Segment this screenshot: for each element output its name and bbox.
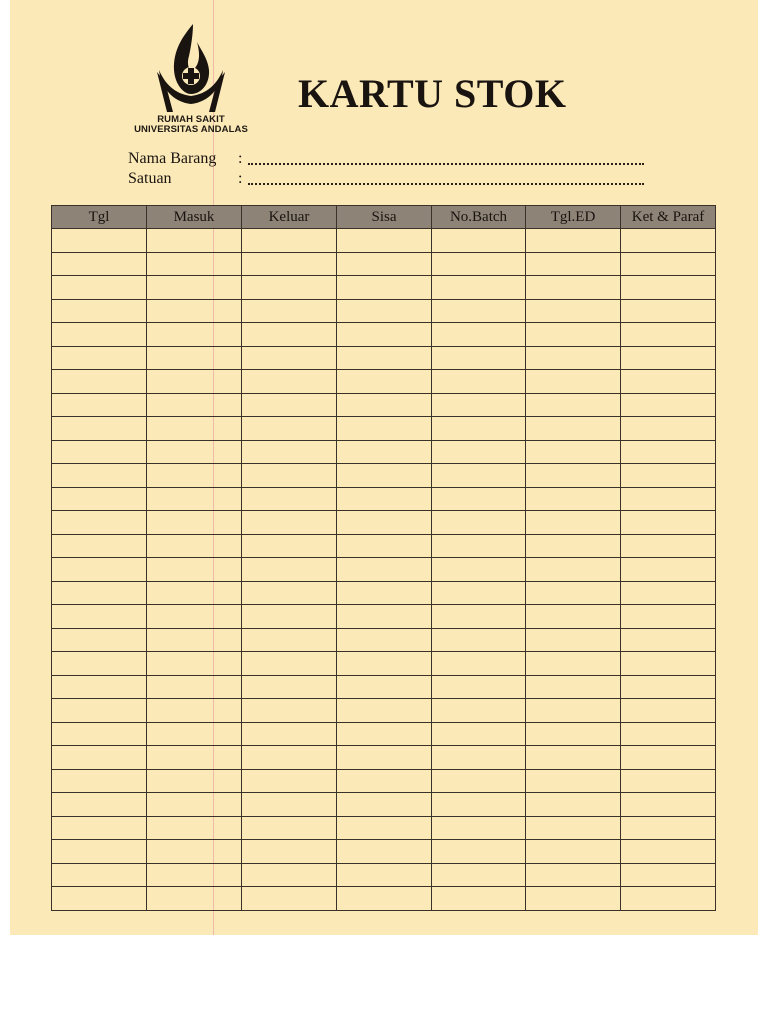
table-cell[interactable] bbox=[52, 581, 147, 605]
table-cell[interactable] bbox=[52, 628, 147, 652]
table-cell[interactable] bbox=[337, 440, 432, 464]
table-cell[interactable] bbox=[242, 534, 337, 558]
table-cell[interactable] bbox=[52, 863, 147, 887]
table-cell[interactable] bbox=[621, 487, 716, 511]
table-cell[interactable] bbox=[147, 440, 242, 464]
table-cell[interactable] bbox=[621, 840, 716, 864]
stock-table bbox=[51, 205, 716, 911]
column-header-masuk: Masuk bbox=[147, 206, 242, 229]
table-cell[interactable] bbox=[526, 746, 621, 770]
table-cell[interactable] bbox=[432, 417, 526, 441]
table-row bbox=[52, 675, 716, 699]
table-cell[interactable] bbox=[242, 816, 337, 840]
table-cell[interactable] bbox=[52, 393, 147, 417]
table-cell[interactable] bbox=[337, 863, 432, 887]
table-cell[interactable] bbox=[337, 534, 432, 558]
table-cell[interactable] bbox=[621, 440, 716, 464]
table-cell[interactable] bbox=[337, 581, 432, 605]
table-cell[interactable] bbox=[242, 464, 337, 488]
table-row bbox=[52, 793, 716, 817]
table-cell[interactable] bbox=[147, 840, 242, 864]
table-cell[interactable] bbox=[147, 276, 242, 300]
table-cell[interactable] bbox=[526, 675, 621, 699]
table-cell[interactable] bbox=[52, 276, 147, 300]
table-cell[interactable] bbox=[432, 769, 526, 793]
table-row bbox=[52, 769, 716, 793]
table-cell[interactable] bbox=[147, 699, 242, 723]
table-cell[interactable] bbox=[147, 252, 242, 276]
table-cell[interactable] bbox=[242, 440, 337, 464]
table-cell[interactable] bbox=[147, 675, 242, 699]
table-cell[interactable] bbox=[242, 746, 337, 770]
table-cell[interactable] bbox=[337, 464, 432, 488]
table-cell[interactable] bbox=[432, 887, 526, 911]
table-cell[interactable] bbox=[52, 534, 147, 558]
table-cell[interactable] bbox=[526, 299, 621, 323]
table-cell[interactable] bbox=[621, 558, 716, 582]
table-cell[interactable] bbox=[432, 229, 526, 253]
table-cell[interactable] bbox=[147, 558, 242, 582]
table-cell[interactable] bbox=[432, 511, 526, 535]
table-cell[interactable] bbox=[337, 816, 432, 840]
table-row bbox=[52, 840, 716, 864]
column-header-tgl-ed: Tgl.ED bbox=[526, 206, 621, 229]
table-cell[interactable] bbox=[52, 346, 147, 370]
table-cell[interactable] bbox=[242, 276, 337, 300]
table-cell[interactable] bbox=[337, 675, 432, 699]
table-row bbox=[52, 276, 716, 300]
table-row bbox=[52, 487, 716, 511]
table-cell[interactable] bbox=[242, 769, 337, 793]
table-cell[interactable] bbox=[432, 816, 526, 840]
table-cell[interactable] bbox=[621, 863, 716, 887]
table-cell[interactable] bbox=[242, 840, 337, 864]
table-cell[interactable] bbox=[147, 863, 242, 887]
table-cell[interactable] bbox=[337, 323, 432, 347]
table-row bbox=[52, 370, 716, 394]
table-cell[interactable] bbox=[242, 722, 337, 746]
table-cell[interactable] bbox=[526, 816, 621, 840]
table-cell[interactable] bbox=[432, 652, 526, 676]
table-cell[interactable] bbox=[147, 323, 242, 347]
table-cell[interactable] bbox=[337, 628, 432, 652]
stock-card-page bbox=[10, 0, 758, 935]
table-cell[interactable] bbox=[147, 370, 242, 394]
column-header-ket-paraf: Ket & Paraf bbox=[621, 206, 716, 229]
table-cell[interactable] bbox=[242, 887, 337, 911]
table-cell[interactable] bbox=[432, 675, 526, 699]
table-cell[interactable] bbox=[621, 722, 716, 746]
table-cell[interactable] bbox=[621, 252, 716, 276]
table-cell[interactable] bbox=[147, 605, 242, 629]
table-cell[interactable] bbox=[621, 581, 716, 605]
table-cell[interactable] bbox=[621, 464, 716, 488]
table-cell[interactable] bbox=[242, 652, 337, 676]
table-row bbox=[52, 252, 716, 276]
table-cell[interactable] bbox=[526, 511, 621, 535]
table-cell[interactable] bbox=[52, 793, 147, 817]
table-cell[interactable] bbox=[52, 323, 147, 347]
table-cell[interactable] bbox=[242, 323, 337, 347]
table-cell[interactable] bbox=[147, 464, 242, 488]
table-cell[interactable] bbox=[337, 605, 432, 629]
table-cell[interactable] bbox=[242, 675, 337, 699]
table-cell[interactable] bbox=[337, 558, 432, 582]
table-cell[interactable] bbox=[147, 628, 242, 652]
table-row bbox=[52, 863, 716, 887]
table-cell[interactable] bbox=[337, 887, 432, 911]
table-cell[interactable] bbox=[526, 417, 621, 441]
dotted-fill-line[interactable] bbox=[248, 183, 644, 185]
table-cell[interactable] bbox=[52, 840, 147, 864]
table-cell[interactable] bbox=[52, 558, 147, 582]
table-cell[interactable] bbox=[621, 605, 716, 629]
table-cell[interactable] bbox=[432, 558, 526, 582]
table-cell[interactable] bbox=[621, 699, 716, 723]
table-cell[interactable] bbox=[242, 299, 337, 323]
table-body bbox=[52, 229, 716, 911]
table-cell[interactable] bbox=[432, 299, 526, 323]
table-cell[interactable] bbox=[526, 464, 621, 488]
table-cell[interactable] bbox=[526, 393, 621, 417]
table-cell[interactable] bbox=[526, 558, 621, 582]
table-cell[interactable] bbox=[526, 487, 621, 511]
table-cell[interactable] bbox=[432, 464, 526, 488]
table-cell[interactable] bbox=[526, 370, 621, 394]
table-cell[interactable] bbox=[242, 252, 337, 276]
table-cell[interactable] bbox=[242, 558, 337, 582]
table-cell[interactable] bbox=[147, 746, 242, 770]
table-cell[interactable] bbox=[337, 299, 432, 323]
table-cell[interactable] bbox=[147, 346, 242, 370]
table-cell[interactable] bbox=[432, 252, 526, 276]
table-cell[interactable] bbox=[526, 252, 621, 276]
table-cell[interactable] bbox=[526, 229, 621, 253]
table-cell[interactable] bbox=[337, 746, 432, 770]
table-cell[interactable] bbox=[147, 793, 242, 817]
table-cell[interactable] bbox=[147, 229, 242, 253]
table-cell[interactable] bbox=[432, 605, 526, 629]
table-cell[interactable] bbox=[52, 699, 147, 723]
table-cell[interactable] bbox=[526, 276, 621, 300]
table-cell[interactable] bbox=[147, 581, 242, 605]
table-cell[interactable] bbox=[337, 487, 432, 511]
table-cell[interactable] bbox=[621, 323, 716, 347]
table-cell[interactable] bbox=[242, 793, 337, 817]
table-cell[interactable] bbox=[526, 769, 621, 793]
table-cell[interactable] bbox=[621, 299, 716, 323]
table-cell[interactable] bbox=[432, 393, 526, 417]
table-cell[interactable] bbox=[242, 417, 337, 441]
table-cell[interactable] bbox=[337, 417, 432, 441]
table-cell[interactable] bbox=[147, 652, 242, 676]
table-row bbox=[52, 393, 716, 417]
table-cell[interactable] bbox=[621, 652, 716, 676]
table-cell[interactable] bbox=[242, 370, 337, 394]
field-colon: : bbox=[238, 170, 243, 187]
table-cell[interactable] bbox=[337, 699, 432, 723]
table-cell[interactable] bbox=[432, 793, 526, 817]
table-row bbox=[52, 605, 716, 629]
table-cell[interactable] bbox=[621, 746, 716, 770]
table-header-row bbox=[52, 206, 716, 229]
table-cell[interactable] bbox=[432, 276, 526, 300]
table-cell[interactable] bbox=[621, 417, 716, 441]
table-row bbox=[52, 816, 716, 840]
table-cell[interactable] bbox=[337, 722, 432, 746]
table-cell[interactable] bbox=[52, 252, 147, 276]
column-header-keluar: Keluar bbox=[242, 206, 337, 229]
table-cell[interactable] bbox=[432, 440, 526, 464]
column-header-no-batch: No.Batch bbox=[432, 206, 526, 229]
table-cell[interactable] bbox=[526, 440, 621, 464]
table-row bbox=[52, 464, 716, 488]
table-cell[interactable] bbox=[621, 769, 716, 793]
table-cell[interactable] bbox=[52, 675, 147, 699]
table-cell[interactable] bbox=[432, 487, 526, 511]
table-cell[interactable] bbox=[147, 722, 242, 746]
table-cell[interactable] bbox=[526, 581, 621, 605]
table-cell[interactable] bbox=[337, 652, 432, 676]
table-cell[interactable] bbox=[242, 863, 337, 887]
table-cell[interactable] bbox=[526, 605, 621, 629]
field-label: Nama Barang bbox=[128, 150, 217, 167]
table-cell[interactable] bbox=[432, 722, 526, 746]
dotted-fill-line[interactable] bbox=[248, 163, 644, 165]
table-cell[interactable] bbox=[526, 699, 621, 723]
table-cell[interactable] bbox=[337, 370, 432, 394]
table-cell[interactable] bbox=[526, 323, 621, 347]
table-cell[interactable] bbox=[526, 840, 621, 864]
table-cell[interactable] bbox=[526, 628, 621, 652]
table-row bbox=[52, 346, 716, 370]
table-cell[interactable] bbox=[52, 722, 147, 746]
table-cell[interactable] bbox=[621, 229, 716, 253]
table-cell[interactable] bbox=[242, 487, 337, 511]
table-row bbox=[52, 746, 716, 770]
table-cell[interactable] bbox=[432, 323, 526, 347]
table-cell[interactable] bbox=[337, 229, 432, 253]
table-cell[interactable] bbox=[337, 840, 432, 864]
table-row bbox=[52, 229, 716, 253]
table-cell[interactable] bbox=[337, 393, 432, 417]
column-header-tgl: Tgl bbox=[52, 206, 147, 229]
table-cell[interactable] bbox=[242, 229, 337, 253]
table-cell[interactable] bbox=[242, 346, 337, 370]
table-cell[interactable] bbox=[432, 346, 526, 370]
table-cell[interactable] bbox=[147, 511, 242, 535]
table-row bbox=[52, 887, 716, 911]
table-cell[interactable] bbox=[526, 887, 621, 911]
table-cell[interactable] bbox=[432, 534, 526, 558]
table-cell[interactable] bbox=[147, 769, 242, 793]
table-cell[interactable] bbox=[52, 464, 147, 488]
table-cell[interactable] bbox=[242, 699, 337, 723]
table-cell[interactable] bbox=[337, 793, 432, 817]
table-cell[interactable] bbox=[52, 887, 147, 911]
table-cell[interactable] bbox=[242, 393, 337, 417]
table-cell[interactable] bbox=[52, 487, 147, 511]
table-cell[interactable] bbox=[526, 346, 621, 370]
table-cell[interactable] bbox=[147, 487, 242, 511]
table-cell[interactable] bbox=[621, 534, 716, 558]
table-cell[interactable] bbox=[526, 652, 621, 676]
table-cell[interactable] bbox=[337, 252, 432, 276]
table-row bbox=[52, 722, 716, 746]
table-cell[interactable] bbox=[52, 417, 147, 441]
table-cell[interactable] bbox=[526, 793, 621, 817]
field-colon: : bbox=[238, 150, 243, 167]
table-row bbox=[52, 299, 716, 323]
table-cell[interactable] bbox=[242, 581, 337, 605]
table-cell[interactable] bbox=[147, 393, 242, 417]
table-cell[interactable] bbox=[621, 370, 716, 394]
table-row bbox=[52, 652, 716, 676]
table-cell[interactable] bbox=[52, 229, 147, 253]
table-cell[interactable] bbox=[337, 769, 432, 793]
table-cell[interactable] bbox=[52, 440, 147, 464]
table-cell[interactable] bbox=[526, 722, 621, 746]
table-cell[interactable] bbox=[242, 511, 337, 535]
page-title: KARTU STOK bbox=[298, 71, 567, 116]
table-cell[interactable] bbox=[147, 887, 242, 911]
table-cell[interactable] bbox=[432, 746, 526, 770]
flame-cross-hands-icon bbox=[153, 22, 229, 114]
table-cell[interactable] bbox=[526, 534, 621, 558]
table-row bbox=[52, 323, 716, 347]
table-row bbox=[52, 440, 716, 464]
table-row bbox=[52, 628, 716, 652]
column-header-sisa: Sisa bbox=[337, 206, 432, 229]
table-cell[interactable] bbox=[621, 628, 716, 652]
table-cell[interactable] bbox=[432, 370, 526, 394]
logo-text-line-1: RUMAH SAKIT bbox=[157, 114, 225, 125]
table-row bbox=[52, 558, 716, 582]
table-cell[interactable] bbox=[621, 793, 716, 817]
table-cell[interactable] bbox=[432, 581, 526, 605]
table-cell[interactable] bbox=[337, 511, 432, 535]
table-cell[interactable] bbox=[52, 769, 147, 793]
logo-text-line-2: UNIVERSITAS ANDALAS bbox=[134, 124, 248, 135]
table-cell[interactable] bbox=[52, 370, 147, 394]
table-cell[interactable] bbox=[621, 346, 716, 370]
table-cell[interactable] bbox=[337, 276, 432, 300]
table-cell[interactable] bbox=[526, 863, 621, 887]
table-cell[interactable] bbox=[52, 746, 147, 770]
table-cell[interactable] bbox=[432, 699, 526, 723]
table-cell[interactable] bbox=[621, 511, 716, 535]
table-cell[interactable] bbox=[52, 816, 147, 840]
table-cell[interactable] bbox=[621, 816, 716, 840]
table-cell[interactable] bbox=[52, 605, 147, 629]
table-cell[interactable] bbox=[147, 299, 242, 323]
table-cell[interactable] bbox=[621, 887, 716, 911]
table-cell[interactable] bbox=[432, 863, 526, 887]
table-row bbox=[52, 581, 716, 605]
field-label: Satuan bbox=[128, 170, 172, 187]
table-cell[interactable] bbox=[242, 628, 337, 652]
table-cell[interactable] bbox=[52, 652, 147, 676]
table-row bbox=[52, 511, 716, 535]
table-cell[interactable] bbox=[147, 816, 242, 840]
table-row bbox=[52, 699, 716, 723]
table-cell[interactable] bbox=[147, 417, 242, 441]
table-cell[interactable] bbox=[52, 511, 147, 535]
table-cell[interactable] bbox=[52, 299, 147, 323]
table-cell[interactable] bbox=[242, 605, 337, 629]
table-cell[interactable] bbox=[621, 393, 716, 417]
table-row bbox=[52, 417, 716, 441]
table-cell[interactable] bbox=[432, 840, 526, 864]
table-row bbox=[52, 534, 716, 558]
table-cell[interactable] bbox=[432, 628, 526, 652]
table-cell[interactable] bbox=[621, 675, 716, 699]
hospital-logo bbox=[123, 22, 259, 140]
table-cell[interactable] bbox=[621, 276, 716, 300]
table-cell[interactable] bbox=[337, 346, 432, 370]
table-cell[interactable] bbox=[147, 534, 242, 558]
